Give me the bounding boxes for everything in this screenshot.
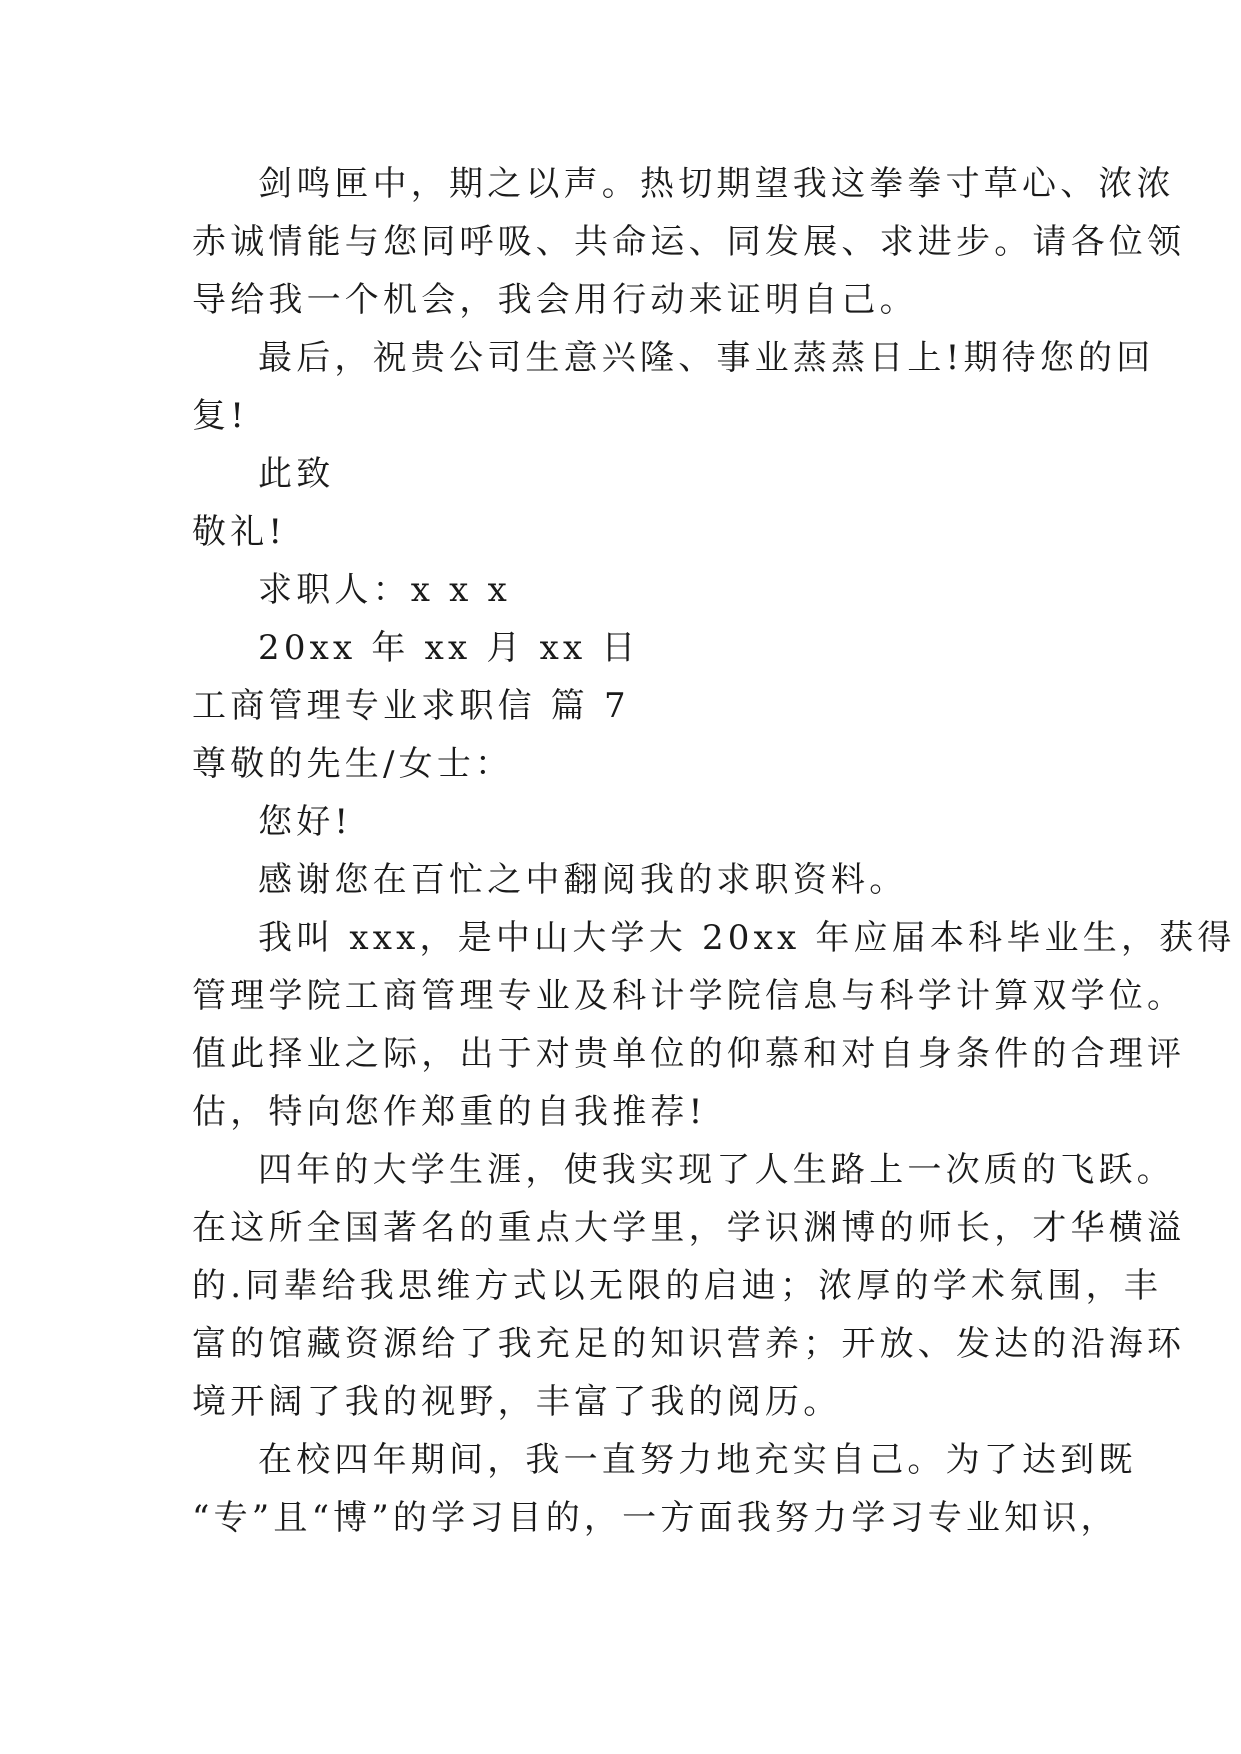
text-line: 您好! [258, 802, 353, 842]
text-line: 最后，祝贵公司生意兴隆、事业蒸蒸日上!期待您的回 [258, 338, 1155, 378]
closing-salutation: 此致 [258, 454, 335, 494]
section-title: 工商管理专业求职信 篇 7 [192, 686, 630, 726]
text-line: 感谢您在百忙之中翻阅我的求职资料。 [258, 860, 908, 900]
text-line: 管理学院工商管理专业及科计学院信息与科学计算双学位。 [192, 976, 1186, 1016]
text-line: 赤诚情能与您同呼吸、共命运、同发展、求进步。请各位领 [192, 222, 1186, 262]
applicant-signature: 求职人：x x x [258, 570, 511, 610]
text-line: 在校四年期间，我一直努力地充实自己。为了达到既 [258, 1440, 1137, 1480]
text-line: 四年的大学生涯，使我实现了人生路上一次质的飞跃。 [258, 1150, 1175, 1190]
closing-regards: 敬礼! [192, 512, 287, 552]
text-line: 我叫 xxx，是中山大学大 20xx 年应届本科毕业生，获得 [258, 918, 1236, 958]
text-line: 复! [192, 396, 249, 436]
text-line: 剑鸣匣中，期之以声。热切期望我这拳拳寸草心、浓浓 [258, 164, 1175, 204]
text-line: 值此择业之际，出于对贵单位的仰慕和对自身条件的合理评 [192, 1034, 1186, 1074]
text-line: 的.同辈给我思维方式以无限的启迪；浓厚的学术氛围，丰 [192, 1266, 1163, 1306]
text-line: 估，特向您作郑重的自我推荐! [192, 1092, 707, 1132]
text-line: 导给我一个机会，我会用行动来证明自己。 [192, 280, 918, 320]
text-line: “专”且“博”的学习目的，一方面我努力学习专业知识， [192, 1498, 1119, 1538]
letter-date: 20xx 年 xx 月 xx 日 [258, 628, 640, 668]
text-line: 境开阔了我的视野，丰富了我的阅历。 [192, 1382, 842, 1422]
letter-greeting: 尊敬的先生/女士： [192, 744, 514, 784]
text-line: 富的馆藏资源给了我充足的知识营养；开放、发达的沿海环 [192, 1324, 1186, 1364]
text-line: 在这所全国著名的重点大学里，学识渊博的师长，才华横溢 [192, 1208, 1186, 1248]
